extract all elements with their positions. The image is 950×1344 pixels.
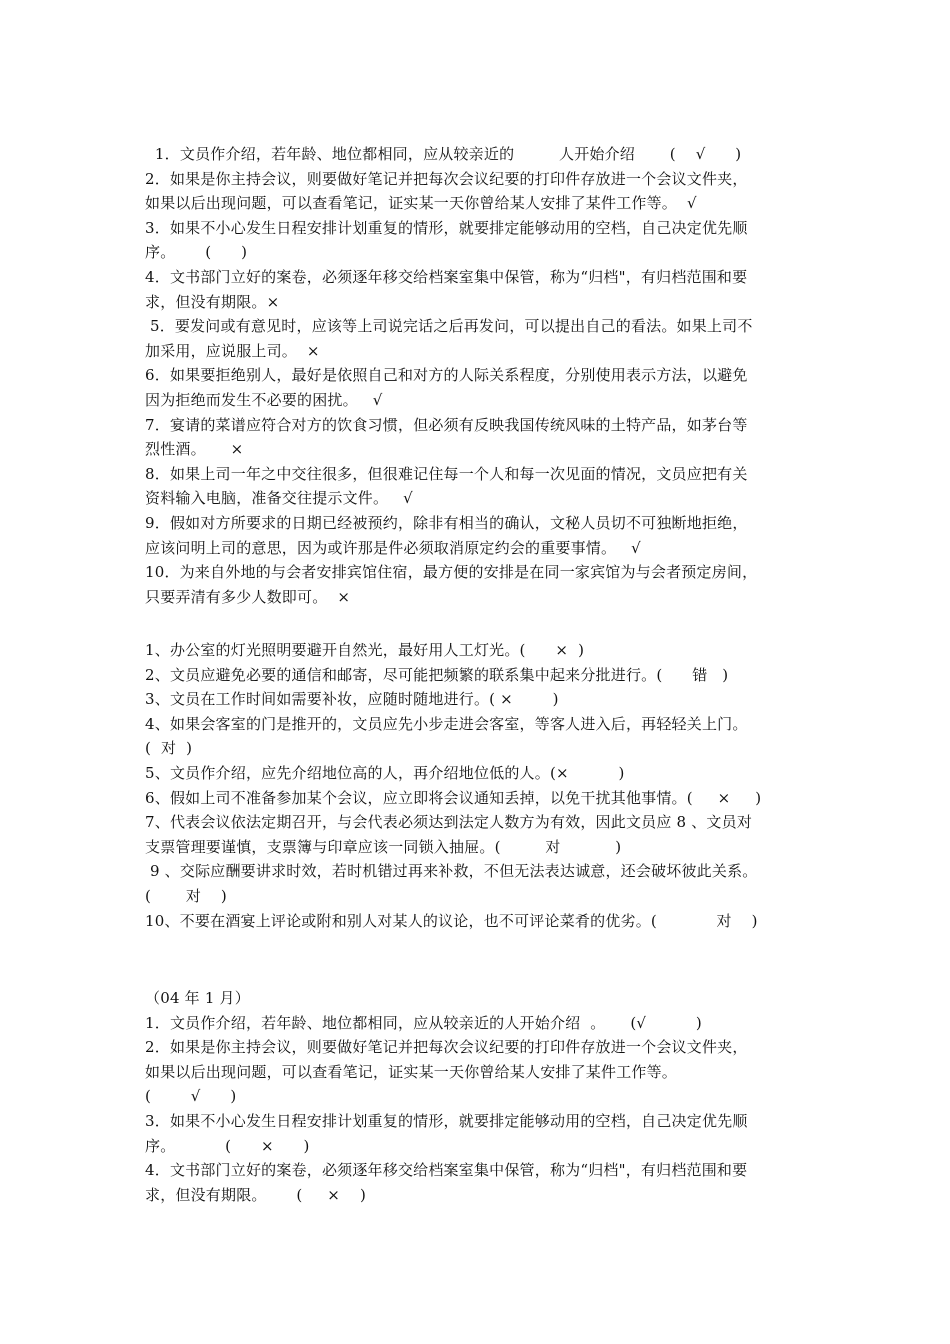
text-line: 6．如果要拒绝别人，最好是依照自己和对方的人际关系程度，分别使用表示方法，以避免 — [145, 366, 748, 385]
text-line: 求，但没有期限。 ( × ) — [145, 1185, 366, 1204]
quiz-section-3 — [145, 986, 809, 1207]
text-line: 序。 ( × ) — [145, 1136, 310, 1155]
text-line: 8．如果上司一年之中交往很多，但很难记住每一个人和每一次见面的情况，文员应把有关 — [145, 464, 748, 483]
text-line: 加采用，应说服上司。 × — [145, 341, 320, 360]
text-line: 应该问明上司的意思，因为或许那是件必须取消原定约会的重要事情。 √ — [145, 538, 641, 557]
text-line: 4．文书部门立好的案卷，必须逐年移交给档案室集中保管，称为“归档"，有归档范围和要 — [145, 267, 748, 286]
text-line: 烈性酒。 × — [145, 440, 244, 459]
text-line: 5、文员作介绍，应先介绍地位高的人，再介绍地位低的人。(× ) — [145, 763, 625, 782]
text-line: 3．如果不小心发生日程安排计划重复的情形，就要排定能够动用的空档，自己决定优先顺 — [145, 218, 748, 237]
text-line: 6、假如上司不准备参加某个会议，应立即将会议通知丢掉，以免干扰其他事情。( × ) — [145, 788, 762, 807]
text-line: 4．文书部门立好的案卷，必须逐年移交给档案室集中保管，称为“归档"，有归档范围和要 — [145, 1161, 748, 1180]
text-line: ( 对 ) — [145, 886, 227, 905]
text-line: 9 、交际应酬要讲求时效，若时机错过再来补救，不但无法表达诚意，还会破坏彼此关系。 — [145, 862, 758, 881]
text-line: 5．要发问或有意见时，应该等上司说完话之后再发问，可以提出自己的看法。如果上司不 — [145, 317, 753, 336]
text-line: 如果以后出现问题，可以查看笔记，证实某一天你曾给某人安排了某件工作等。 √ — [145, 194, 697, 213]
text-line: 2．如果是你主持会议，则要做好笔记并把每次会议纪要的打印件存放进一个会议文件夹， — [145, 169, 748, 188]
text-line: 10、不要在酒宴上评论或附和别人对某人的议论，也不可评论菜肴的优劣。( 对 ) — [145, 911, 758, 930]
text-line: 资料输入电脑，准备交往提示文件。 √ — [145, 489, 413, 508]
text-line: 支票管理要谨慎，支票簿与印章应该一同锁入抽屉。( 对 ) — [145, 837, 622, 856]
text-line: 2．如果是你主持会议，则要做好笔记并把每次会议纪要的打印件存放进一个会议文件夹， — [145, 1038, 748, 1057]
text-line: 4、如果会客室的门是推开的，文员应先小步走进会客室，等客人进入后，再轻轻关上门。 — [145, 714, 748, 733]
text-line: 10．为来自外地的与会者安排宾馆住宿，最方便的安排是在同一家宾馆为与会者预定房间， — [145, 563, 758, 582]
quiz-section-2 — [145, 638, 809, 933]
text-line: ( 对 ) — [145, 739, 193, 758]
text-line: 因为拒绝而发生不必要的困扰。 √ — [145, 390, 383, 409]
text-line: 3、文员在工作时间如需要补妆，应随时随地进行。( × ) — [145, 690, 559, 709]
text-line: 只要弄清有多少人数即可。 × — [145, 587, 351, 606]
text-line: 3．如果不小心发生日程安排计划重复的情形，就要排定能够动用的空档，自己决定优先顺 — [145, 1111, 748, 1130]
text-line: 序。 ( ) — [145, 243, 248, 262]
text-line: 如果以后出现问题，可以查看笔记，证实某一天你曾给某人安排了某件工作等。 — [145, 1062, 678, 1081]
text-line: （04 年 1 月） — [145, 989, 250, 1007]
quiz-section-1 — [145, 142, 809, 609]
text-line: 9．假如对方所要求的日期已经被预约，除非有相当的确认，文秘人员切不可独断地拒绝， — [145, 513, 748, 532]
text-line: 1．文员作介绍，若年龄、地位都相同，应从较亲近的 人开始介绍 ( √ ) — [145, 145, 742, 163]
text-line: 1、办公室的灯光照明要避开自然光，最好用人工灯光。( × ) — [145, 641, 585, 659]
text-line: 7．宴请的菜谱应符合对方的饮食习惯，但必须有反映我国传统风味的土特产品，如茅台等 — [145, 415, 748, 434]
text-line: 1．文员作介绍，若年龄、地位都相同，应从较亲近的人开始介绍 。 (√ ) — [145, 1013, 702, 1032]
text-line: ( √ ) — [145, 1087, 237, 1106]
text-line: 2、文员应避免必要的通信和邮寄，尽可能把频繁的联系集中起来分批进行。( 错 ) — [145, 665, 729, 684]
text-line: 7、代表会议依法定期召开，与会代表必须达到法定人数方为有效，因此文员应 8 、文员对 — [145, 813, 753, 832]
text-line: 求，但没有期限。× — [145, 292, 280, 311]
